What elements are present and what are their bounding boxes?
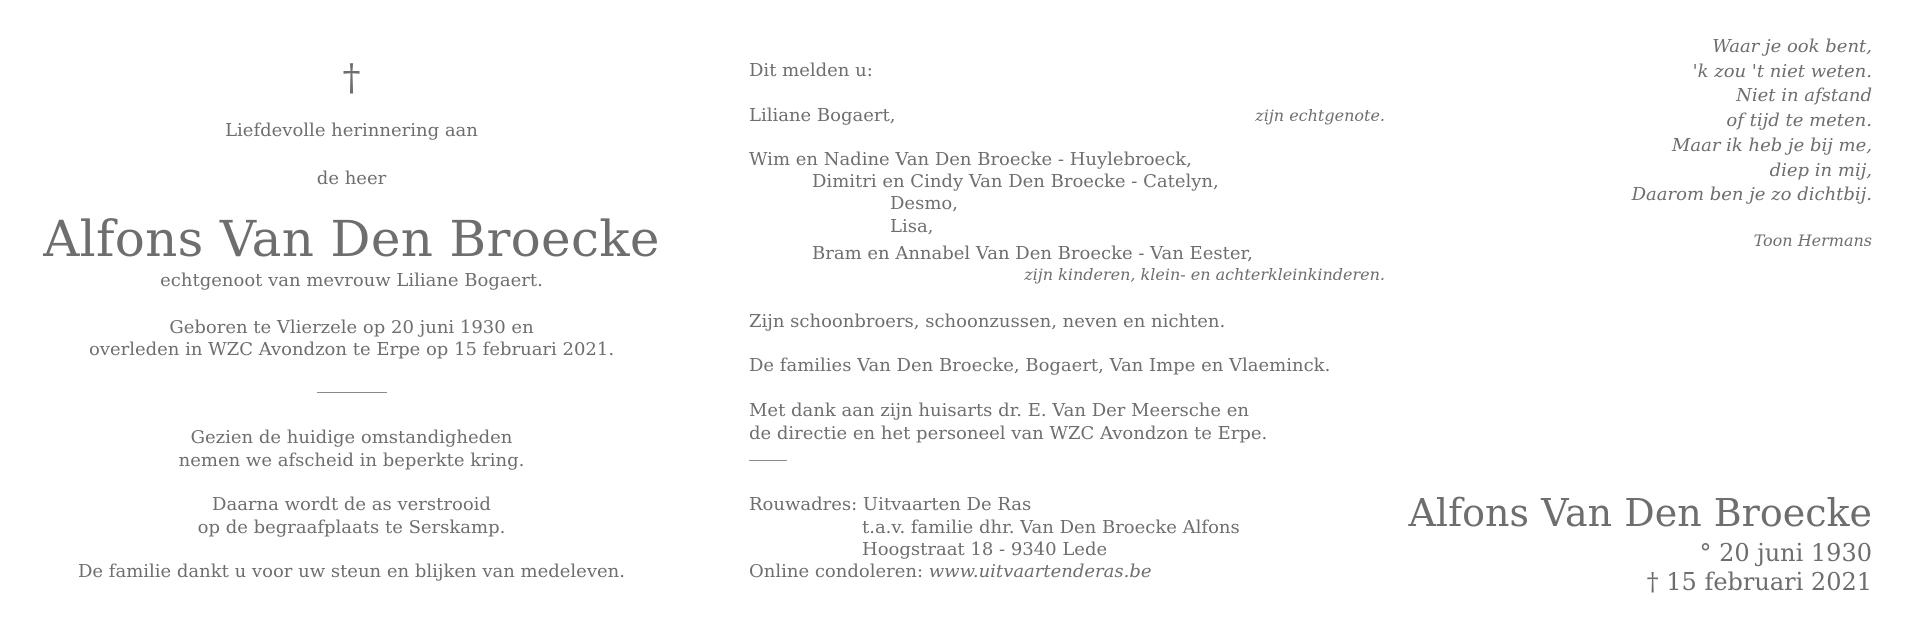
family-line-1: Wim en Nadine Van Den Broecke - Huylebroeck,: [749, 149, 1192, 170]
poem-line: Waar je ook bent,: [1712, 36, 1872, 57]
address-line-2: t.a.v. familie dhr. Van Den Broecke Alfons: [862, 517, 1240, 538]
spouse-role: zijn echtgenote.: [1255, 106, 1385, 125]
died-line: overleden in WZC Avondzon te Erpe op 15 februari 2021.: [88, 339, 615, 360]
gratitude-line-1: Met dank aan zijn huisarts dr. E. Van Der Meersche en: [749, 400, 1249, 421]
thanks-line: De familie dankt u voor uw steun en blijken van medeleven.: [78, 561, 625, 582]
farewell-line-2: nemen we afscheid in beperkte kring.: [178, 450, 525, 471]
announce-text: Dit melden u:: [749, 60, 873, 81]
farewell-line-1: Gezien de huidige omstandigheden: [190, 427, 513, 448]
condolence-link[interactable]: www.uitvaartenderas.be: [928, 561, 1152, 582]
spouse-name: Liliane Bogaert,: [749, 105, 896, 126]
deceased-name-footer: Alfons Van Den Broecke: [1408, 491, 1872, 535]
ashes-line-1: Daarna wordt de as verstrooid: [212, 494, 491, 515]
spouse-line: echtgenoot van mevrouw Liliane Bogaert.: [160, 270, 543, 291]
poem-line: Daarom ben je zo dichtbij.: [1631, 184, 1872, 206]
family-line-3: Desmo,: [890, 193, 958, 214]
family-line-4: Lisa,: [890, 216, 934, 237]
family-line-5: Bram en Annabel Van Den Broecke - Van Eester,: [812, 243, 1253, 264]
birth-date: ° 20 juni 1930: [1699, 539, 1872, 567]
poem-line: of tijd te meten.: [1726, 110, 1872, 132]
intro-text: Liefdevolle herinnering aan: [225, 120, 478, 141]
born-line: Geboren te Vlierzele op 20 juni 1930 en: [169, 317, 534, 338]
honorific-text: de heer: [316, 168, 387, 189]
family-role: zijn kinderen, klein- en achterkleinkinderen.: [1024, 265, 1385, 284]
poem-author: Toon Hermans: [1753, 231, 1872, 250]
divider: [749, 460, 787, 461]
family-line-2: Dimitri en Cindy Van Den Broecke - Catelyn,: [812, 171, 1219, 192]
address-line-3: Hoogstraat 18 - 9340 Lede: [862, 539, 1108, 560]
poem-line: 'k zou 't niet weten.: [1692, 60, 1872, 82]
poem: [1632, 35, 1872, 208]
families-line: De families Van Den Broecke, Bogaert, Van Impe en Vlaeminck.: [749, 355, 1331, 376]
condolence-line: [749, 561, 1152, 583]
address-line-1: Rouwadres: Uitvaarten De Ras: [749, 494, 1032, 515]
condolence-label: Online condoleren:: [749, 561, 924, 582]
divider: [317, 392, 387, 393]
cross-icon: †: [342, 58, 361, 99]
deceased-name: Alfons Van Den Broecke: [43, 210, 660, 268]
gratitude-line-2: de directie en het personeel van WZC Avondzon te Erpe.: [749, 423, 1268, 444]
memorial-middle-panel: [749, 0, 1389, 642]
death-date: † 15 februari 2021: [1646, 568, 1872, 596]
poem-line: diep in mij,: [1769, 159, 1872, 181]
memorial-right-panel: [1408, 0, 1872, 642]
memorial-left-panel: [0, 0, 703, 642]
poem-line: Maar ik heb je bij me,: [1671, 134, 1872, 156]
poem-line: Niet in afstand: [1736, 85, 1872, 107]
ashes-line-2: op de begraafplaats te Serskamp.: [197, 517, 506, 538]
inlaws-line: Zijn schoonbroers, schoonzussen, neven en nichten.: [749, 311, 1226, 332]
